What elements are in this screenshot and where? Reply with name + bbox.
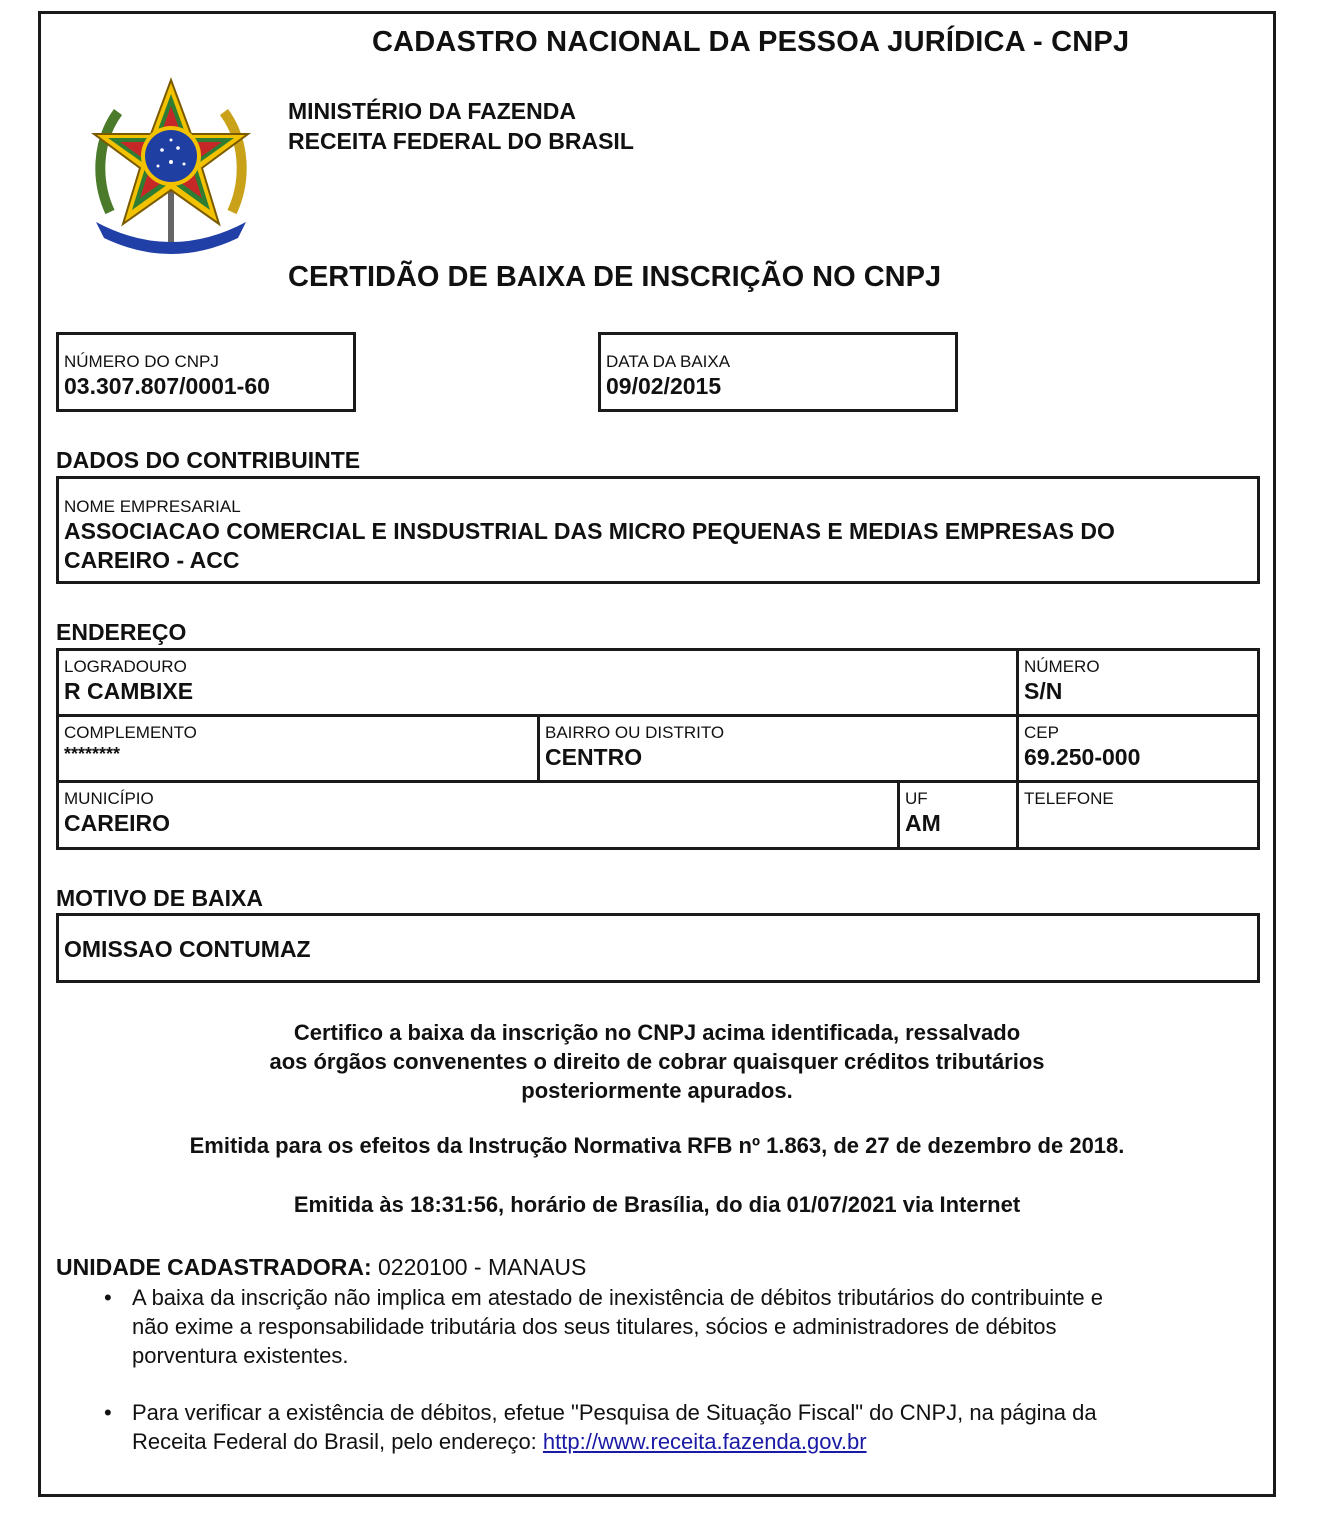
complemento-label: COMPLEMENTO: [64, 723, 197, 742]
nome-empresarial-box: [56, 476, 1260, 584]
telefone-cell: [1019, 785, 1119, 813]
section-title-motivo: MOTIVO DE BAIXA: [56, 885, 264, 911]
bairro-label: BAIRRO OU DISTRITO: [545, 723, 725, 742]
note2-line2: Receita Federal do Brasil, pelo endereço:: [132, 1429, 543, 1454]
logradouro-cell: [59, 653, 198, 710]
certification-line3: posteriormente apurados.: [521, 1078, 793, 1103]
telefone-label: TELEFONE: [1024, 789, 1114, 808]
numero-cell: [1019, 653, 1105, 710]
certificate-title: CERTIDÃO DE BAIXA DE INSCRIÇÃO NO CNPJ: [288, 261, 942, 293]
note-item: [90, 1283, 1260, 1370]
numero-value: S/N: [1024, 678, 1063, 704]
note1-line3: porventura existentes.: [132, 1343, 349, 1368]
logradouro-value: R CAMBIXE: [64, 678, 194, 704]
bullet-icon: •: [104, 1400, 112, 1425]
receita-link[interactable]: http://www.receita.fazenda.gov.br: [542, 1429, 867, 1454]
unidade-label: UNIDADE CADASTRADORA:: [56, 1254, 372, 1280]
cep-label: CEP: [1024, 723, 1059, 742]
note2-line1: Para verificar a existência de débitos, efetue "Pesquisa de Situação Fiscal" do CNPJ, na página da: [132, 1400, 1097, 1425]
cnpj-value: 03.307.807/0001-60: [64, 373, 270, 399]
bairro-value: CENTRO: [545, 744, 643, 770]
numero-label: NÚMERO: [1024, 657, 1100, 676]
data-baixa-label: DATA DA BAIXA: [606, 352, 731, 371]
cnpj-box: [56, 332, 356, 412]
emissao-info: Emitida às 18:31:56, horário de Brasília, do dia 01/07/2021 via Internet: [293, 1192, 1021, 1217]
cnpj-label: NÚMERO DO CNPJ: [64, 352, 219, 371]
instrucao-normativa: Emitida para os efeitos da Instrução Normativa RFB nº 1.863, de 27 de dezembro de 2018.: [189, 1133, 1125, 1158]
note2-line2-container: [132, 1427, 1260, 1456]
uf-cell: [900, 785, 946, 842]
issuer-block: [288, 96, 634, 156]
bullet-icon: •: [104, 1285, 112, 1310]
municipio-label: MUNICÍPIO: [64, 789, 154, 808]
nome-empresarial-line2: CAREIRO - ACC: [64, 547, 240, 573]
document-title: CADASTRO NACIONAL DA PESSOA JURÍDICA - CNPJ: [372, 26, 1130, 58]
motivo-box: [56, 913, 1260, 983]
motivo-value: OMISSAO CONTUMAZ: [64, 936, 311, 962]
data-baixa-box: [598, 332, 958, 412]
brazil-coat-of-arms-icon: [88, 72, 254, 258]
uf-label: UF: [905, 789, 928, 808]
uf-value: AM: [905, 810, 941, 836]
agency-name: RECEITA FEDERAL DO BRASIL: [288, 128, 634, 154]
logradouro-label: LOGRADOURO: [64, 657, 187, 676]
data-baixa-value: 09/02/2015: [606, 373, 722, 399]
note-item: [90, 1398, 1260, 1456]
endereco-table: [56, 648, 1260, 850]
municipio-value: CAREIRO: [64, 810, 171, 836]
note1-line2: não exime a responsabilidade tributária dos seus titulares, sócios e administradores de débitos: [132, 1314, 1057, 1339]
certification-line1: Certifico a baixa da inscrição no CNPJ acima identificada, ressalvado: [293, 1020, 1021, 1045]
complemento-value: ********: [64, 744, 121, 764]
bairro-cell: [540, 719, 729, 776]
complemento-cell: [59, 719, 202, 769]
certification-line2: aos órgãos convenentes o direito de cobrar quaisquer créditos tributários: [269, 1049, 1045, 1074]
municipio-cell: [59, 785, 175, 842]
ministry-name: MINISTÉRIO DA FAZENDA: [288, 98, 576, 124]
cep-value: 69.250-000: [1024, 744, 1141, 770]
unidade-value: 0220100 - MANAUS: [371, 1254, 587, 1280]
nome-empresarial-label: NOME EMPRESARIAL: [64, 497, 241, 516]
section-title-endereco: ENDEREÇO: [56, 619, 187, 645]
section-title-contribuinte: DADOS DO CONTRIBUINTE: [56, 447, 361, 473]
cep-cell: [1019, 719, 1145, 776]
notes-list: [90, 1283, 1260, 1456]
note1-line1: A baixa da inscrição não implica em atestado de inexistência de débitos tributários do contribuinte e: [132, 1285, 1104, 1310]
unidade-cadastradora: [56, 1254, 586, 1281]
certification-paragraph: [40, 1018, 1274, 1105]
nome-empresarial-line1: ASSOCIACAO COMERCIAL E INSDUSTRIAL DAS MICRO PEQUENAS E MEDIAS EMPRESAS DO: [64, 518, 1115, 544]
